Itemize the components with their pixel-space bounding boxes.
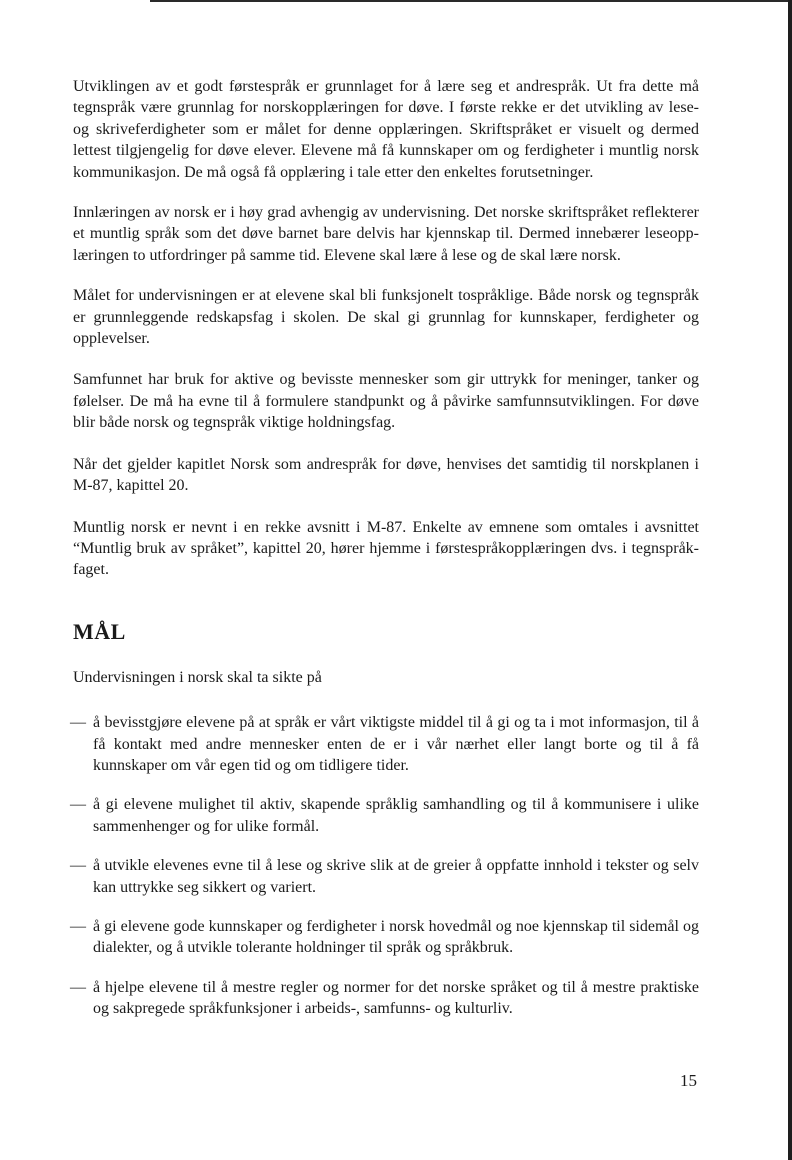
page-body [70, 76, 699, 1038]
goals-list [70, 712, 699, 1019]
goal-text: å gi elevene mulighet til aktiv, skapende språklig samhandling og til å kommunisere i ulike sammenhenger og for ulike formål. [93, 796, 699, 835]
goal-item [70, 794, 699, 837]
goal-text: å gi elevene gode kunnskaper og ferdigheter i norsk hovedmål og noe kjennskap til sidemål og dialekter, og å utvikle tolerante holdninger til språk og språkbruk. [93, 917, 699, 957]
page-number: 15 [680, 1071, 697, 1090]
section-heading: MÅL [73, 618, 126, 644]
goal-item [70, 977, 699, 1020]
paragraph-4: Samfunnet har bruk for aktive og bevisste mennesker som gir uttrykk for meninger, tanker og følelser. De må ha evne til å formulere standpunkt og å påvirke samfunnsutviklingen. For døve blir både norsk og tegnspråk viktige holdningsfag. [73, 371, 699, 432]
dash-bullet: — [70, 857, 86, 875]
dash-bullet: — [70, 796, 86, 814]
paragraph-2: Innlæringen av norsk er i høy grad avhengig av undervisning. Det norske skriftspråket reflekterer et muntlig språk som det døve barnet bare delvis har kjennskap til. Dermed innebærer leseopplæringen to utfordringer på samme tid. Elevene skal lære å lese og de skal lære norsk. [73, 204, 699, 264]
goal-text: å hjelpe elevene til å mestre regler og normer for det norske språket og til å mestre praktiske og sakpregede språkfunksjoner i arbeids-, samfunns- og kulturliv. [93, 978, 699, 1018]
goal-item [70, 916, 699, 959]
section-intro: Undervisningen i norsk skal ta sikte på [73, 668, 322, 686]
dash-bullet: — [70, 917, 86, 935]
goal-item [70, 855, 699, 898]
right-scan-edge [788, 0, 792, 1160]
top-scan-rule [150, 0, 792, 2]
paragraph-6: Muntlig norsk er nevnt i en rekke avsnitt i M-87. Enkelte av emnene som omtales i avsnittet “Muntlig bruk av språket”, kapittel 20, hører hjemme i førstespråkopplæringen dvs. i tegnspråkfaget. [73, 518, 699, 579]
goal-item [70, 712, 699, 776]
dash-bullet: — [70, 714, 86, 732]
paragraph-3: Målet for undervisningen er at elevene skal bli funksjonelt tospråklige. Både norsk og tegnspråk er grunnleggende redskapsfag i skolen. De skal gi grunnlag for kunnskaper, ferdigheter og opplevelser. [73, 287, 699, 348]
goal-text: å bevisstgjøre elevene på at språk er vårt viktigste middel til å gi og ta i mot informasjon, til å få kontakt med andre mennesker enten de er i vår nærhet eller langt borte og til å få kunnskaper om vår egen tid og om tidligere tider. [93, 714, 699, 774]
paragraph-5: Når det gjelder kapitlet Norsk som andrespråk for døve, henvises det samtidig til norskplanen i M-87, kapittel 20. [73, 455, 699, 495]
paragraph-1: Utviklingen av et godt førstespråk er grunnlaget for å lære seg et andrespråk. Ut fra dette må tegnspråk være grunnlag for norskopplæringen for døve. I første rekke er det utvikling av lese- og skriveferdigheter som er målet for denne opplæringen. Skriftspråket er visuelt og dermed lettest tilgjengelig for døve elever. Elevene må få kunnskaper om og ferdigheter i muntlig norsk kommunikasjon. De må også få opplæring i tale etter den enkeltes forutsetninger. [73, 78, 699, 181]
goal-text: å utvikle elevenes evne til å lese og skrive slik at de greier å oppfatte innhold i tekster og selv kan uttrykke seg sikkert og variert. [93, 857, 699, 896]
dash-bullet: — [70, 978, 86, 996]
